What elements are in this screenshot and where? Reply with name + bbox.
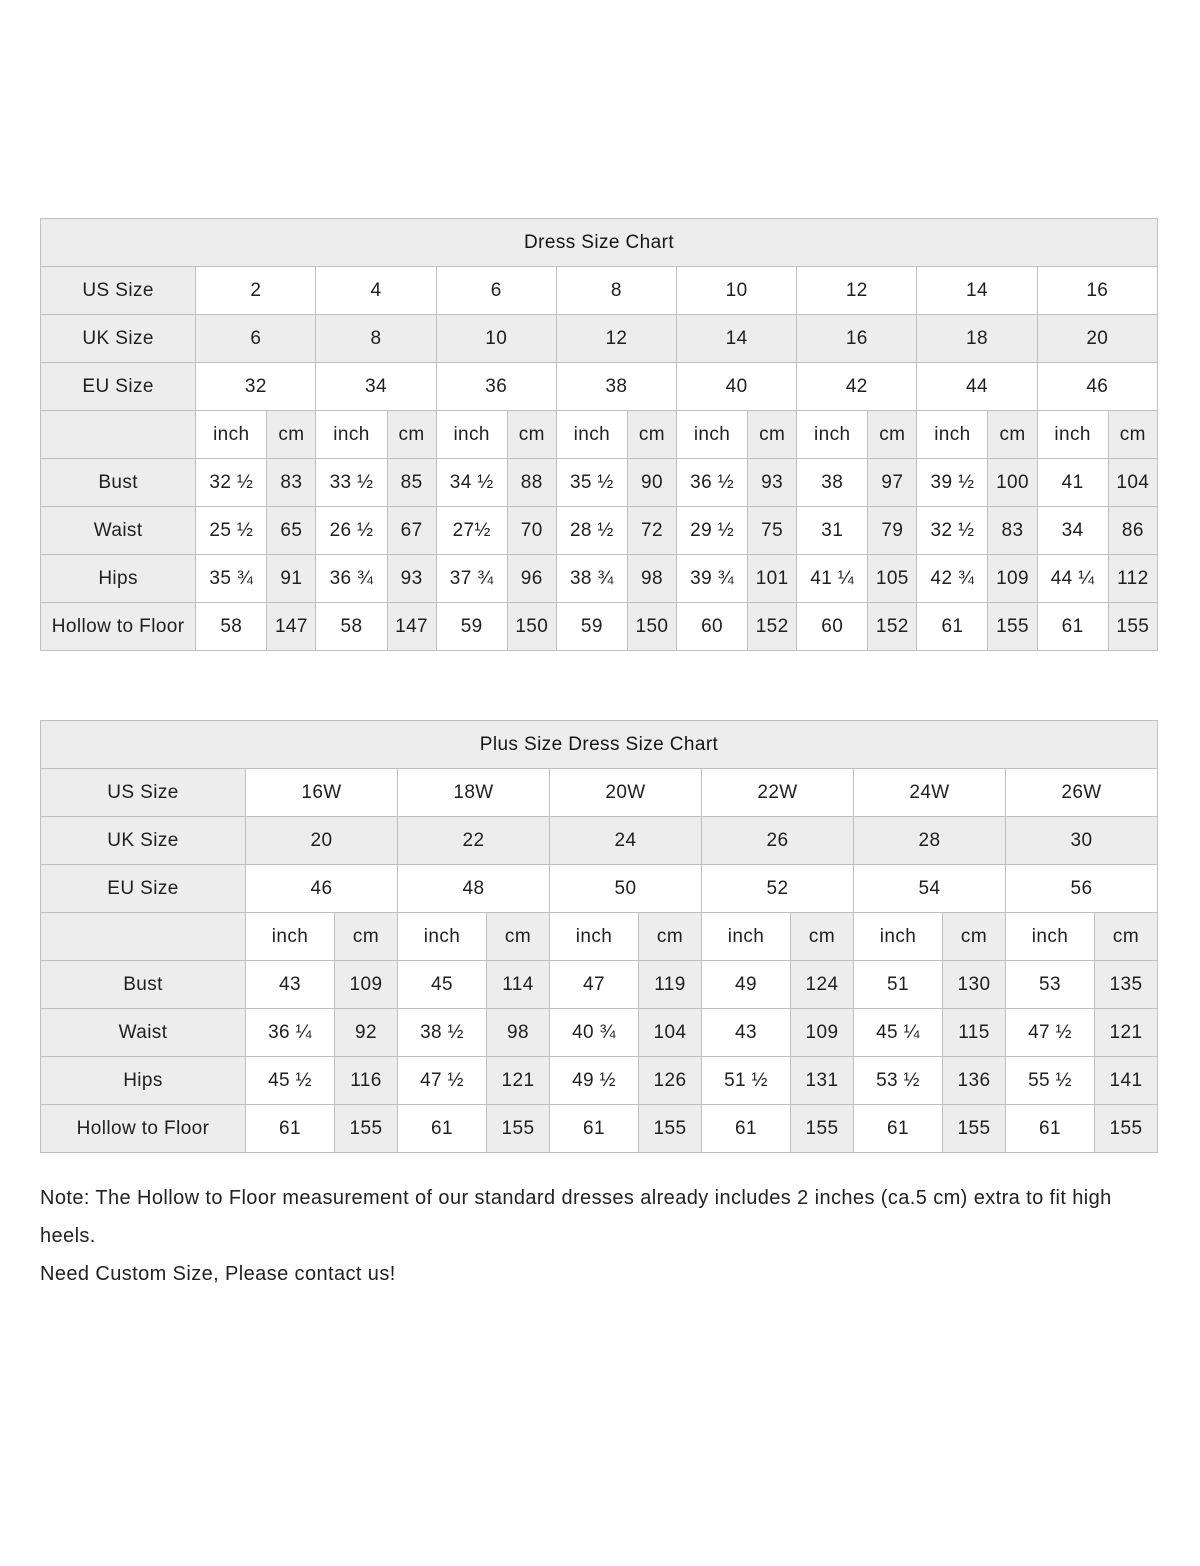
unit-inch-label: inch [196,411,267,459]
row-label: Waist [41,1009,246,1057]
cm-value: 155 [943,1105,1006,1153]
inch-value: 45 ¼ [854,1009,943,1057]
cm-value: 85 [387,459,436,507]
cm-value: 98 [487,1009,550,1057]
cm-value: 101 [748,555,797,603]
size-value: 8 [556,267,676,315]
cm-value: 155 [1095,1105,1158,1153]
inch-value: 38 [797,459,868,507]
inch-value: 61 [917,603,988,651]
plus-size-dress-size-chart-table [40,720,1158,1153]
cm-value: 100 [988,459,1037,507]
inch-value: 39 ½ [917,459,988,507]
size-value: 38 [556,363,676,411]
cm-value: 135 [1095,961,1158,1009]
inch-value: 37 ¾ [436,555,507,603]
unit-cm-label: cm [868,411,917,459]
size-value: 46 [1037,363,1157,411]
cm-value: 109 [988,555,1037,603]
inch-value: 35 ½ [556,459,627,507]
row-label: Hips [41,1057,246,1105]
row-label: Bust [41,961,246,1009]
size-value: 16W [246,769,398,817]
unit-cm-label: cm [1108,411,1157,459]
size-value: 26W [1006,769,1158,817]
cm-value: 109 [335,961,398,1009]
cm-value: 91 [267,555,316,603]
inch-value: 39 ¾ [677,555,748,603]
unit-cm-label: cm [267,411,316,459]
size-value: 14 [917,267,1037,315]
cm-value: 90 [627,459,676,507]
size-value: 30 [1006,817,1158,865]
inch-value: 35 ¾ [196,555,267,603]
inch-value: 43 [702,1009,791,1057]
size-value: 56 [1006,865,1158,913]
cm-value: 112 [1108,555,1157,603]
cm-value: 75 [748,507,797,555]
size-value: 26 [702,817,854,865]
inch-value: 51 ½ [702,1057,791,1105]
size-value: 36 [436,363,556,411]
cm-value: 150 [627,603,676,651]
unit-inch-label: inch [556,411,627,459]
cm-value: 141 [1095,1057,1158,1105]
cm-value: 155 [639,1105,702,1153]
unit-inch-label: inch [702,913,791,961]
inch-value: 59 [556,603,627,651]
unit-cm-label: cm [387,411,436,459]
cm-value: 121 [487,1057,550,1105]
inch-value: 32 ½ [917,507,988,555]
cm-value: 126 [639,1057,702,1105]
cm-value: 131 [791,1057,854,1105]
size-value: 16 [797,315,917,363]
inch-value: 36 ¾ [316,555,387,603]
size-value: 22W [702,769,854,817]
size-value: 20 [1037,315,1157,363]
unit-inch-label: inch [797,411,868,459]
cm-value: 86 [1108,507,1157,555]
cm-value: 70 [507,507,556,555]
cm-value: 83 [988,507,1037,555]
size-value: 48 [398,865,550,913]
size-value: 24W [854,769,1006,817]
inch-value: 61 [550,1105,639,1153]
inch-value: 55 ½ [1006,1057,1095,1105]
row-label: UK Size [41,315,196,363]
cm-value: 114 [487,961,550,1009]
inch-value: 47 ½ [398,1057,487,1105]
inch-value: 27½ [436,507,507,555]
inch-value: 61 [854,1105,943,1153]
cm-value: 104 [1108,459,1157,507]
empty-corner-cell [41,913,246,961]
unit-cm-label: cm [507,411,556,459]
size-value: 12 [797,267,917,315]
inch-value: 38 ¾ [556,555,627,603]
cm-value: 119 [639,961,702,1009]
size-value: 20W [550,769,702,817]
cm-value: 109 [791,1009,854,1057]
row-label: Hollow to Floor [41,603,196,651]
empty-corner-cell [41,411,196,459]
unit-inch-label: inch [398,913,487,961]
inch-value: 47 [550,961,639,1009]
unit-inch-label: inch [436,411,507,459]
size-value: 28 [854,817,1006,865]
cm-value: 97 [868,459,917,507]
inch-value: 45 ½ [246,1057,335,1105]
inch-value: 31 [797,507,868,555]
cm-value: 93 [387,555,436,603]
table-title: Dress Size Chart [41,219,1158,267]
size-value: 18 [917,315,1037,363]
cm-value: 79 [868,507,917,555]
unit-cm-label: cm [748,411,797,459]
cm-value: 116 [335,1057,398,1105]
cm-value: 136 [943,1057,1006,1105]
inch-value: 40 ¾ [550,1009,639,1057]
cm-value: 96 [507,555,556,603]
size-value: 12 [556,315,676,363]
unit-inch-label: inch [917,411,988,459]
cm-value: 93 [748,459,797,507]
size-value: 50 [550,865,702,913]
cm-value: 67 [387,507,436,555]
cm-value: 83 [267,459,316,507]
row-label: US Size [41,267,196,315]
cm-value: 155 [791,1105,854,1153]
cm-value: 65 [267,507,316,555]
unit-cm-label: cm [943,913,1006,961]
unit-inch-label: inch [1037,411,1108,459]
row-label: EU Size [41,865,246,913]
note-line-custom-size: Need Custom Size, Please contact us! [40,1263,396,1285]
inch-value: 61 [246,1105,335,1153]
cm-value: 147 [387,603,436,651]
inch-value: 36 ¼ [246,1009,335,1057]
size-value: 6 [436,267,556,315]
row-label: EU Size [41,363,196,411]
cm-value: 121 [1095,1009,1158,1057]
cm-value: 150 [507,603,556,651]
inch-value: 61 [1037,603,1108,651]
cm-value: 147 [267,603,316,651]
row-label: Bust [41,459,196,507]
table-title: Plus Size Dress Size Chart [41,721,1158,769]
dress-size-chart-table [40,218,1158,651]
row-label: US Size [41,769,246,817]
inch-value: 58 [316,603,387,651]
cm-value: 92 [335,1009,398,1057]
size-value: 8 [316,315,436,363]
cm-value: 105 [868,555,917,603]
cm-value: 155 [1108,603,1157,651]
inch-value: 61 [398,1105,487,1153]
size-value: 42 [797,363,917,411]
inch-value: 49 ½ [550,1057,639,1105]
size-value: 20 [246,817,398,865]
size-value: 46 [246,865,398,913]
cm-value: 152 [748,603,797,651]
unit-inch-label: inch [854,913,943,961]
size-value: 10 [677,267,797,315]
size-value: 16 [1037,267,1157,315]
size-value: 34 [316,363,436,411]
cm-value: 72 [627,507,676,555]
unit-cm-label: cm [627,411,676,459]
size-value: 52 [702,865,854,913]
inch-value: 36 ½ [677,459,748,507]
unit-inch-label: inch [677,411,748,459]
cm-value: 155 [487,1105,550,1153]
size-value: 40 [677,363,797,411]
size-value: 54 [854,865,1006,913]
note-line-hollow-to-floor: Note: The Hollow to Floor measurement of our standard dresses already includes 2 inches (ca.5 cm) extra to fit high heels. [40,1187,1112,1247]
inch-value: 44 ¼ [1037,555,1108,603]
size-value: 44 [917,363,1037,411]
inch-value: 42 ¾ [917,555,988,603]
row-label: UK Size [41,817,246,865]
row-label: Hollow to Floor [41,1105,246,1153]
inch-value: 61 [702,1105,791,1153]
unit-cm-label: cm [639,913,702,961]
note-text [40,1179,1160,1293]
inch-value: 43 [246,961,335,1009]
inch-value: 53 ½ [854,1057,943,1105]
size-value: 14 [677,315,797,363]
inch-value: 26 ½ [316,507,387,555]
inch-value: 45 [398,961,487,1009]
size-value: 24 [550,817,702,865]
cm-value: 155 [988,603,1037,651]
cm-value: 124 [791,961,854,1009]
unit-cm-label: cm [988,411,1037,459]
inch-value: 28 ½ [556,507,627,555]
unit-cm-label: cm [791,913,854,961]
size-value: 2 [196,267,316,315]
inch-value: 47 ½ [1006,1009,1095,1057]
inch-value: 59 [436,603,507,651]
unit-inch-label: inch [1006,913,1095,961]
cm-value: 130 [943,961,1006,1009]
inch-value: 51 [854,961,943,1009]
inch-value: 29 ½ [677,507,748,555]
inch-value: 53 [1006,961,1095,1009]
cm-value: 88 [507,459,556,507]
row-label: Waist [41,507,196,555]
cm-value: 155 [335,1105,398,1153]
unit-inch-label: inch [246,913,335,961]
cm-value: 115 [943,1009,1006,1057]
inch-value: 61 [1006,1105,1095,1153]
cm-value: 104 [639,1009,702,1057]
size-value: 4 [316,267,436,315]
unit-cm-label: cm [335,913,398,961]
inch-value: 34 [1037,507,1108,555]
inch-value: 32 ½ [196,459,267,507]
unit-inch-label: inch [316,411,387,459]
cm-value: 152 [868,603,917,651]
size-value: 18W [398,769,550,817]
inch-value: 58 [196,603,267,651]
unit-cm-label: cm [487,913,550,961]
inch-value: 41 ¼ [797,555,868,603]
size-value: 10 [436,315,556,363]
inch-value: 38 ½ [398,1009,487,1057]
inch-value: 33 ½ [316,459,387,507]
size-value: 6 [196,315,316,363]
unit-inch-label: inch [550,913,639,961]
size-value: 22 [398,817,550,865]
size-value: 32 [196,363,316,411]
inch-value: 60 [797,603,868,651]
inch-value: 49 [702,961,791,1009]
inch-value: 25 ½ [196,507,267,555]
inch-value: 34 ½ [436,459,507,507]
cm-value: 98 [627,555,676,603]
unit-cm-label: cm [1095,913,1158,961]
inch-value: 60 [677,603,748,651]
row-label: Hips [41,555,196,603]
inch-value: 41 [1037,459,1108,507]
